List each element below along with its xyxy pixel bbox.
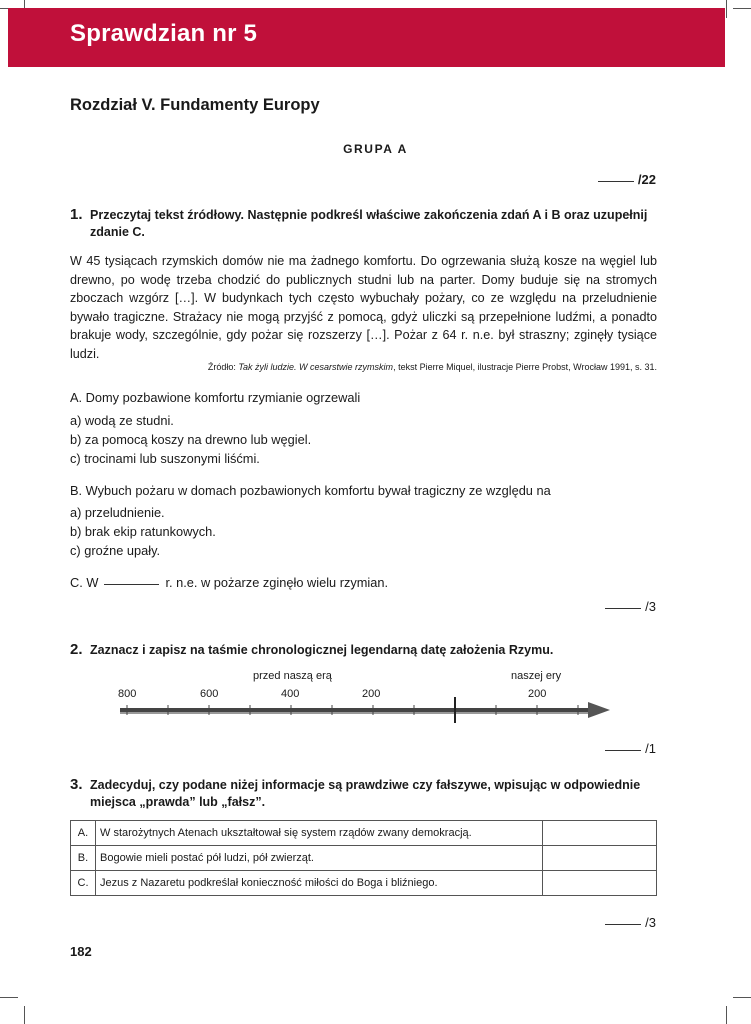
question-1-instruction: Przeczytaj tekst źródłowy. Następnie podkreśl właściwe zakończenia zdań A i B oraz uzupełnij zdanie C. <box>90 208 648 239</box>
source-citation: Źródło: Tak żyli ludzie. W cesarstwie rzymskim, tekst Pierre Miquel, ilustracje Pierre Probst, Wrocław 1991, s. 31. <box>207 362 657 372</box>
score-blank[interactable] <box>605 608 641 609</box>
question-1-score: /3 <box>605 599 656 614</box>
row-statement: W starożytnych Atenach ukształtował się system rządów zwany demokracją. <box>96 821 543 846</box>
row-letter: A. <box>71 821 96 846</box>
answer-cell[interactable] <box>543 846 657 871</box>
answer-cell[interactable] <box>543 821 657 846</box>
table-row <box>71 871 657 896</box>
question-1b-option-a[interactable]: a) przeludnienie. <box>70 505 165 520</box>
row-letter: C. <box>71 871 96 896</box>
question-1-number: 1. <box>70 206 83 223</box>
crop-mark <box>24 1006 25 1024</box>
score-blank[interactable] <box>605 750 641 751</box>
question-3-instruction: Zadecyduj, czy podane niżej informacje są prawdziwe czy fałszywe, wpisując w odpowiednie miejsca „prawda” lub „fałsz”. <box>90 778 641 809</box>
timeline-label-ad: naszej ery <box>511 670 562 682</box>
row-statement: Jezus z Nazaretu podkreślał konieczność miłości do Boga i bliźniego. <box>96 871 543 896</box>
timeline-arrow-icon <box>588 702 610 718</box>
year-blank[interactable] <box>104 584 159 585</box>
timeline-tick-label: 800 <box>118 688 137 700</box>
crop-mark <box>733 8 751 9</box>
question-1a-stem: A. Domy pozbawione komfortu rzymianie ogrzewali <box>70 390 361 405</box>
page-number: 182 <box>70 944 92 959</box>
question-2-instruction: Zaznacz i zapisz na taśmie chronologicznej legendarną datę założenia Rzymu. <box>90 643 554 657</box>
crop-mark <box>726 0 727 18</box>
true-false-table <box>70 820 657 896</box>
timeline-tick-label: 200 <box>528 688 547 700</box>
question-1c-sentence: C. W r. n.e. w pożarze zginęło wielu rzymian. <box>70 575 389 590</box>
timeline-tick-label: 400 <box>281 688 300 700</box>
question-1b-option-c[interactable]: c) groźne upały. <box>70 543 161 558</box>
answer-cell[interactable] <box>543 871 657 896</box>
question-2-score: /1 <box>605 741 656 756</box>
question-1a-option-a[interactable]: a) wodą ze studni. <box>70 413 174 428</box>
question-3-number: 3. <box>70 776 83 793</box>
table-row <box>71 821 657 846</box>
group-label: GRUPA A <box>343 142 408 156</box>
question-3-score: /3 <box>605 915 656 930</box>
score-blank[interactable] <box>605 924 641 925</box>
table-row <box>71 846 657 871</box>
question-1b-option-b[interactable]: b) brak ekip ratunkowych. <box>70 524 216 539</box>
page-title: Sprawdzian nr 5 <box>70 20 258 47</box>
question-1a-option-b[interactable]: b) za pomocą koszy na drewno lub węgiel. <box>70 432 312 447</box>
timeline-tick-label: 600 <box>200 688 219 700</box>
chapter-title: Rozdział V. Fundamenty Europy <box>70 96 320 114</box>
crop-mark <box>726 1006 727 1024</box>
total-score: /22 <box>598 172 656 187</box>
row-statement: Bogowie mieli postać pół ludzi, pół zwierząt. <box>96 846 543 871</box>
timeline[interactable] <box>110 695 620 725</box>
question-1a-option-c[interactable]: c) trocinami lub suszonymi liśćmi. <box>70 451 260 466</box>
crop-mark <box>0 997 18 998</box>
row-letter: B. <box>71 846 96 871</box>
timeline-tick-label: 200 <box>362 688 381 700</box>
header-banner <box>8 8 725 67</box>
question-2-number: 2. <box>70 641 83 658</box>
crop-mark <box>733 997 751 998</box>
source-passage: W 45 tysiącach rzymskich domów nie ma żadnego komfortu. Do ogrzewania służą kosze na węgiel lub drewno, po wodę trzeba chodzić do publicznych studni lub na parter. Domy buduje się na stromych zboczach wzgórz […]. W budynkach tych często wybuchały pożary, co ze względu na przeludnienie bywało tragiczne. Strażacy nie mogą przyjść z pomocą, gdyż uliczki są przepełnione ludźmi, a ponadto brakuje wody, szczególnie, gdy pożar się rozszerzy […]. Pożar z 64 r. n.e. był straszny; zginęły tysiące ludzi. <box>70 254 657 361</box>
score-blank[interactable] <box>598 181 634 182</box>
question-1b-stem: B. Wybuch pożaru w domach pozbawionych komfortu bywał tragiczny ze względu na <box>70 483 551 498</box>
timeline-label-bc: przed naszą erą <box>253 670 332 682</box>
